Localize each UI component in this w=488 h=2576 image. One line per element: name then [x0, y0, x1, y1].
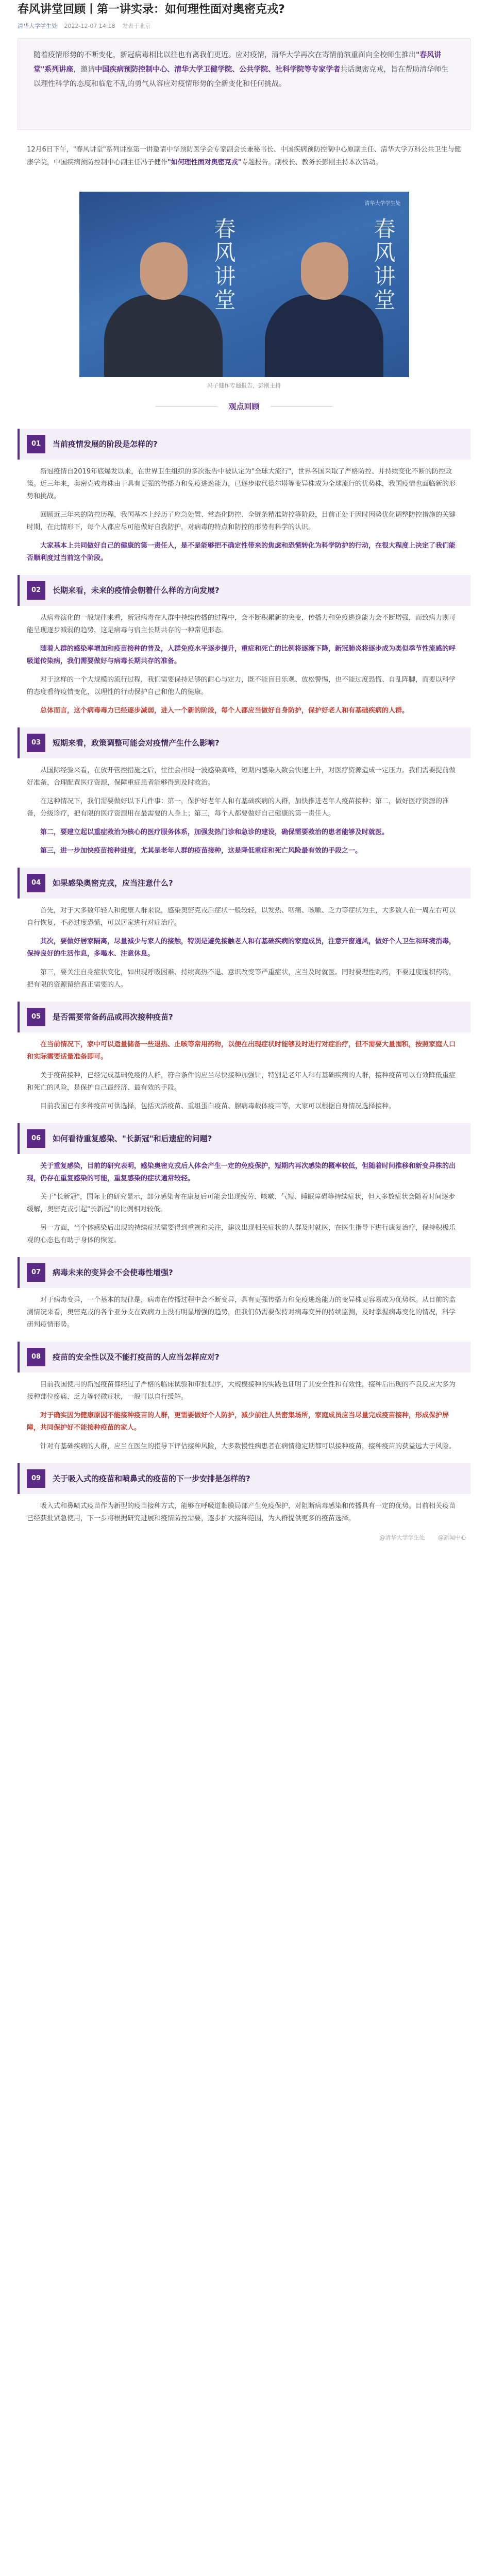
qa-header	[18, 727, 470, 758]
photo-caption: 冯子健作专题报告，彭刚主持	[207, 382, 281, 389]
qa-answer	[18, 606, 470, 717]
qa-question: 当前疫情发展的阶段是怎样的?	[53, 439, 158, 449]
qa-number-badge: 01	[27, 435, 45, 453]
qa-number-badge: 03	[27, 734, 45, 752]
qa-question: 如果感染奥密克戎，应当注意什么?	[53, 878, 173, 888]
answer-paragraph: 从国际经验来看，在放开管控措施之后，往往会出现一波感染高峰，短期内感染人数会快速上升，对医疗资源造成一定压力。我们需要提前做好准备，合理配置医疗资源，保障重症患者能够得到及时救治。	[27, 767, 456, 787]
article-location: 发表于北京	[122, 23, 151, 29]
qa-answer	[18, 1372, 470, 1453]
qa-number-badge: 05	[27, 1008, 45, 1026]
review-divider	[18, 401, 470, 418]
qa-answer	[18, 460, 470, 565]
host-figure	[265, 238, 383, 377]
answer-paragraph: 目前我国使用的新冠疫苗都经过了严格的临床试验和审批程序，大规模接种的实践也证明了其安全性和有效性，接种后出现的不良反应大多为接种部位疼痛、乏力等轻微症状，一般可以自行缓解。	[27, 1381, 456, 1401]
qa-question: 短期来看，政策调整可能会对疫情产生什么影响?	[53, 738, 220, 748]
qa-number-badge: 09	[27, 1469, 45, 1488]
answer-paragraph: 大家基本上共同做好自己的健康的第一责任人，是不是能够把不确定性带来的焦虑和恐慌转化为科学防护的行动，在很大程度上决定了我们能否顺利度过当前这个阶段。	[27, 542, 456, 562]
qa-question: 如何看待重复感染、"长新冠"和后遗症的问题?	[53, 1134, 212, 1143]
qa-header	[18, 1342, 470, 1372]
answer-paragraph: 针对有基础疾病的人群，应当在医生的指导下评估接种风险，大多数慢性病患者在病情稳定期都可以接种疫苗，接种疫苗的获益远大于风险。	[40, 1443, 456, 1450]
qa-section	[18, 1463, 470, 1525]
answer-paragraph: 吸入式和鼻喷式疫苗作为新型的疫苗接种方式，能够在呼吸道黏膜局部产生免疫保护，对阻断病毒感染和传播具有一定的优势。目前相关疫苗已经获批紧急使用，下一步将根据研究进展和疫情防控需要，逐步扩大接种范围，为人群提供更多的疫苗选择。	[27, 1502, 456, 1522]
answer-paragraph: 关于"长新冠"，国际上的研究显示，部分感染者在康复后可能会出现疲劳、咳嗽、气短、睡眠障碍等持续症状，但大多数症状会随着时间逐步缓解，奥密克戎引起"长新冠"的比例相对较低。	[27, 1193, 455, 1213]
photo-banner-left: 春风讲堂	[211, 217, 237, 312]
qa-section	[18, 1342, 470, 1453]
qa-header	[18, 429, 470, 460]
qa-list	[18, 429, 470, 1525]
event-note: 12月6日下午，"春风讲堂"系列讲座第一讲邀请中华预防医学会专家副会长兼秘书长、中国疾病预防控制中心原副主任、清华大学万科公共卫生与健康学院，中国疾病预防控制中心副主任冯子健作"如何理性面对奥密克戎"专题报告。副校长、教务长彭刚主持本次活动。	[27, 146, 461, 166]
qa-header	[18, 1002, 470, 1032]
qa-answer	[18, 1288, 470, 1331]
qa-answer	[18, 1032, 470, 1113]
answer-paragraph: 在这种情况下，我们需要做好以下几件事：第一，保护好老年人和有基础疾病的人群，加快推进老年人疫苗接种；第二，做好医疗资源的准备，分级诊疗，把有限的医疗资源用在最需要的人身上；第三，每个人都要做好自己健康的第一责任人。	[27, 798, 449, 818]
answer-paragraph: 回顾近三年来的防控历程，我国基本上经历了应急处置、常态化防控、全链条精准防控等阶段，目前正处于因时因势优化调整防控措施的关键时期，在此情形下，每个人都应尽可能做好自我防护，对病毒的特点和防控的形势有科学的认识。	[27, 511, 456, 531]
qa-question: 关于吸入式的疫苗和喷鼻式的疫苗的下一步安排是怎样的?	[53, 1474, 250, 1483]
qa-answer	[18, 758, 470, 857]
article-title: 春风讲堂回顾丨第一讲实录：如何理性面对奥密克戎?	[18, 3, 285, 16]
article-date: 2022-12-07 14:18	[64, 23, 115, 29]
qa-header	[18, 1123, 470, 1154]
qa-header	[18, 1257, 470, 1288]
qa-question: 是否需要常备药品或再次接种疫苗?	[53, 1012, 173, 1022]
qa-section	[18, 429, 470, 565]
qa-question: 疫苗的安全性以及不能打疫苗的人应当怎样应对?	[53, 1352, 220, 1362]
answer-paragraph: 新冠疫情自2019年底爆发以来，在世界卫生组织的多次报告中被认定为"全球大流行"，世界各国采取了严格防控、并持续变化不断的防控政策。近三年来，奥密克戎毒株由于具有更强的传播力和免疫逃逸能力，已逐步取代德尔塔等变异株成为全球流行的优势株，我国疫情也面临新的形势和挑战。	[27, 468, 456, 500]
answer-paragraph: 其次，要做好居家隔离，尽量减少与家人的接触，特别是避免接触老人和有基础疾病的家庭成员，注意开窗通风，做好个人卫生和环境消毒，保持良好的生活作息，多喝水、注意休息。	[27, 938, 456, 958]
intro-text: 随着疫情形势的不断变化，新冠病毒相比以往也有离我们更近。应对疫情，清华大学再次在寄情前演重面向全校师生推出"春风讲堂"系列讲座，邀请中国疾病预防控制中心、清华大学卫健学院、公共学院、社科学院等专家学者共话奥密克戎，旨在帮助清华师生以理性科学的态度和临危不乱的勇气从容应对疫情形势的全新变化和任何挑战。	[33, 51, 449, 88]
answer-paragraph: 对于这样的一个大规模的流行过程，我们需要保持足够的耐心与定力，既不能盲目乐观、放松警惕，也不能过度恐慌、自乱阵脚，而要以科学的态度看待疫情变化，以理性的行动保护自己和他人的健康。	[27, 676, 456, 696]
answer-paragraph: 第三，进一步加快疫苗接种进度，尤其是老年人群的疫苗接种，这是降低重症和死亡风险最有效的手段之一。	[40, 847, 362, 855]
answer-paragraph: 在当前情况下，家中可以适量储备一些退热、止咳等常用药物，以便在出现症状时能够及时进行对症治疗，但不需要大量囤积，按照家庭人口和实际需要适量准备即可。	[27, 1041, 456, 1061]
photo-banner-right: 春风讲堂	[371, 217, 396, 312]
article-source-link[interactable]: 清华大学学生处	[18, 23, 57, 29]
qa-header	[18, 575, 470, 606]
qa-section	[18, 727, 470, 857]
answer-paragraph: 第二，要建立起以重症救治为核心的医疗服务体系，加强发热门诊和急诊的建设，确保需要救治的患者能够及时就医。	[40, 828, 389, 836]
answer-paragraph: 对于病毒变异，一个基本的规律是，病毒在传播过程中会不断变异，具有更强传播力和免疫逃逸能力的变异株更容易成为优势株。从目前的监测情况来看，奥密克戎的各个亚分支在致病力上没有明显增强的趋势，但我们仍需要保持对病毒变异的持续监测，及时掌握病毒变化的情况，科学研判疫情形势。	[27, 1296, 456, 1329]
qa-section	[18, 1002, 470, 1113]
qa-header	[18, 1463, 470, 1494]
qa-question: 长期来看，未来的疫情会朝着什么样的方向发展?	[53, 586, 220, 595]
qa-answer	[18, 1494, 470, 1525]
footer-watermark-left: @清华大学学生处	[379, 1534, 425, 1541]
review-label: 观点回顾	[228, 402, 260, 411]
qa-answer	[18, 1154, 470, 1247]
answer-paragraph: 首先，对于大多数年轻人和健康人群来说，感染奥密克戎后症状一般较轻，以发热、咽痛、咳嗽、乏力等症状为主，大多数人在一周左右可以自行恢复，不必过度恐慌，可以居家进行对症治疗。	[27, 907, 456, 927]
qa-number-badge: 06	[27, 1129, 45, 1148]
footer-watermark-right: @新闻中心	[438, 1534, 466, 1541]
qa-number-badge: 04	[27, 874, 45, 892]
answer-paragraph: 对于确实因为健康原因不能接种疫苗的人群，更需要做好个人防护，减少前往人员密集场所，家庭成员应当尽量完成疫苗接种，形成保护屏障，共同保护好不能接种疫苗的家人。	[27, 1412, 449, 1432]
answer-paragraph: 随着人群的感染率增加和疫苗接种的普及，人群免疫水平逐步提升，重症和死亡的比例将逐渐下降，新冠肺炎将逐步成为类似季节性流感的呼吸道传染病，我们需要做好与病毒长期共存的准备。	[27, 645, 456, 665]
qa-section	[18, 1123, 470, 1247]
qa-header	[18, 868, 470, 899]
article-meta	[18, 22, 470, 31]
qa-answer	[18, 899, 470, 991]
answer-paragraph: 另一方面，当个体感染后出现的持续症状需要得到重视和关注，建议出现相关症状的人群及时就医，在医生指导下进行康复治疗，保持积极乐观的心态也有助于身体的恢复。	[27, 1224, 456, 1244]
answer-paragraph: 目前我国已有多种疫苗可供选择，包括灭活疫苗、重组蛋白疫苗、腺病毒载体疫苗等，大家可以根据自身情况选择接种。	[40, 1103, 396, 1110]
event-photo	[79, 192, 409, 377]
intro-box	[18, 38, 470, 130]
qa-section	[18, 1257, 470, 1331]
answer-paragraph: 关于重复感染，目前的研究表明，感染奥密克戎后人体会产生一定的免疫保护，短期内再次感染的概率较低，但随着时间推移和新变异株的出现，仍存在重复感染的可能，重复感染的症状通常较轻。	[27, 1162, 456, 1182]
qa-section	[18, 868, 470, 991]
qa-section	[18, 575, 470, 717]
photo-watermark: 清华大学学生处	[364, 201, 401, 207]
qa-question: 病毒未来的变异会不会使毒性增强?	[53, 1268, 173, 1277]
article-footer	[18, 1533, 470, 1549]
qa-number-badge: 02	[27, 581, 45, 600]
speaker-figure	[104, 238, 223, 377]
answer-paragraph: 第三，要关注自身症状变化，如出现呼吸困难、持续高热不退、意识改变等严重症状，应当及时就医。同时要理性购药，不要过度囤积药物，把有限的资源留给真正需要的人。	[27, 969, 456, 989]
answer-paragraph: 关于疫苗接种，已经完成基础免疫的人群，符合条件的应当尽快接种加强针，特别是老年人和有基础疾病的人群，接种疫苗可以有效降低重症和死亡的风险，是保护自己最经济、最有效的手段。	[27, 1072, 456, 1092]
qa-number-badge: 08	[27, 1348, 45, 1366]
qa-number-badge: 07	[27, 1263, 45, 1282]
answer-paragraph: 总体而言，这个病毒毒力已经逐步减弱，进入一个新的阶段，每个人都应当做好自身防护，保护好老人和有基础疾病的人群。	[40, 707, 409, 715]
answer-paragraph: 从病毒演化的一般规律来看，新冠病毒在人群中持续传播的过程中，会不断积累新的突变，传播力和免疫逃逸能力会不断增强，而致病力则可能呈现逐步减弱的趋势，这是病毒与宿主长期共存的一种常见形态。	[27, 614, 456, 634]
